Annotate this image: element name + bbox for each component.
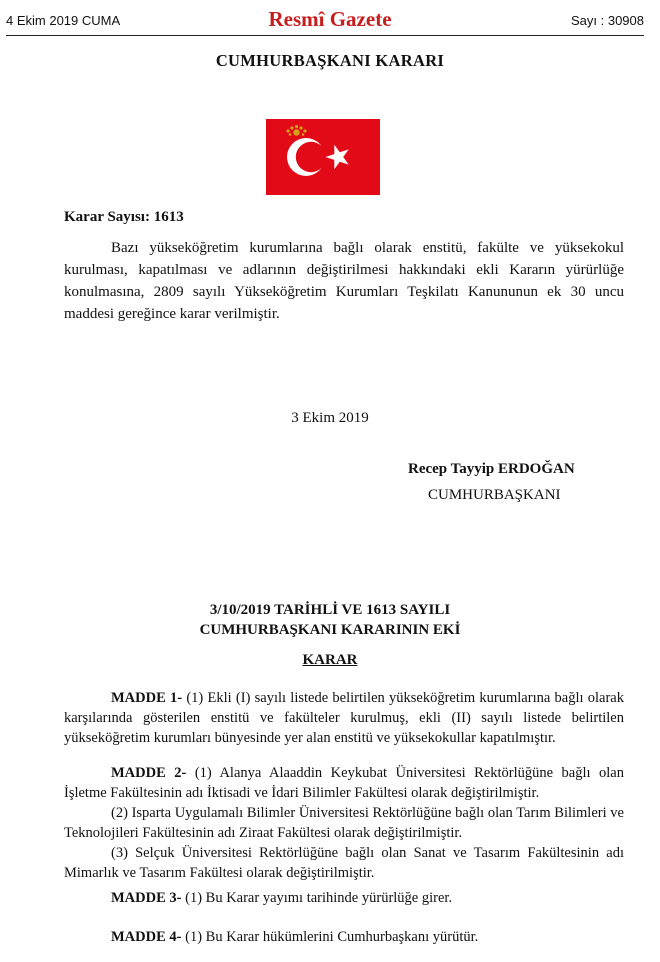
header-divider [6, 35, 644, 36]
header-date: 4 Ekim 2019 CUMA [6, 13, 121, 28]
article-4 [64, 927, 624, 947]
signer-name: Recep Tayyip ERDOĞAN [408, 461, 575, 477]
decree-date: 3 Ekim 2019 [291, 410, 369, 426]
header-issue-number: Sayı : 30908 [571, 13, 644, 28]
decree-number: Karar Sayısı: 1613 [64, 209, 184, 225]
article-3 [64, 888, 624, 908]
annex-title-line-1: 3/10/2019 TARİHLİ VE 1613 SAYILI [209, 602, 451, 618]
turkish-flag-icon [266, 119, 380, 195]
signer-title: CUMHURBAŞKANI [428, 487, 561, 503]
article-4-label: MADDE 4- [111, 929, 182, 945]
decree-title: CUMHURBAŞKANI KARARI [215, 51, 445, 70]
article-2-clause-2: (2) Isparta Uygulamalı Bilimler Üniversitesi Rektörlüğüne bağlı olan Tarım Bilimleri ve Teknolojileri Fakültesinin adı Ziraat Fakültesi olarak değiştirilmiştir. [64, 805, 624, 841]
article-4-text: (1) Bu Karar hükümlerini Cumhurbaşkanı yürütür. [181, 929, 479, 945]
article-2-label: MADDE 2- [111, 765, 187, 781]
article-2-clause-3: (3) Selçuk Üniversitesi Rektörlüğüne bağlı olan Sanat ve Tasarım Fakültesinin adı Mimarlık ve Tasarım Fakültesi olarak değiştirilmiştir. [64, 845, 624, 881]
article-2-clause-1 [64, 763, 624, 803]
article-1-label: MADDE 1- [111, 690, 183, 706]
article-2 [64, 763, 624, 883]
article-3-text: (1) Bu Karar yayımı tarihinde yürürlüğe girer. [181, 890, 453, 906]
annex-title [0, 600, 660, 640]
article-1 [64, 688, 624, 748]
annex-title-line-2: CUMHURBAŞKANI KARARININ EKİ [199, 622, 461, 638]
decree-paragraph: Bazı yükseköğretim kurumlarına bağlı olarak enstitü, fakülte ve yüksekokul kurulması, kapatılması ve adlarının değiştirilmesi hakkındaki ekli Kararın yürürlüğe konulmasına, 2809 sayılı Yükseköğretim Kurumları Teşkilatı Kanununun ek 30 uncu maddesi gereğince karar verilmiştir. [64, 240, 624, 322]
karar-heading: KARAR [302, 652, 358, 668]
gazette-name: Resmî Gazete [268, 7, 392, 31]
article-3-label: MADDE 3- [111, 890, 182, 906]
article-2-text: (1) Alanya Alaaddin Keykubat Üniversitesi Rektörlüğüne bağlı olan İşletme Fakültesinin adı İktisadi ve İdari Bilimler Fakültesi olarak değiştirilmiştir. [64, 765, 624, 801]
article-1-text: (1) Ekli (I) sayılı listede belirtilen yükseköğretim kurumlarına bağlı olarak karşılarında gösterilen enstitü ve fakülteler kurulmuş, ekli (II) sayılı listede belirtilen yükseköğretim kurumları bünyesinde yer alan enstitü ve yüksekokullar kapatılmıştır. [64, 690, 624, 746]
flag-crescent-inner [296, 142, 326, 172]
